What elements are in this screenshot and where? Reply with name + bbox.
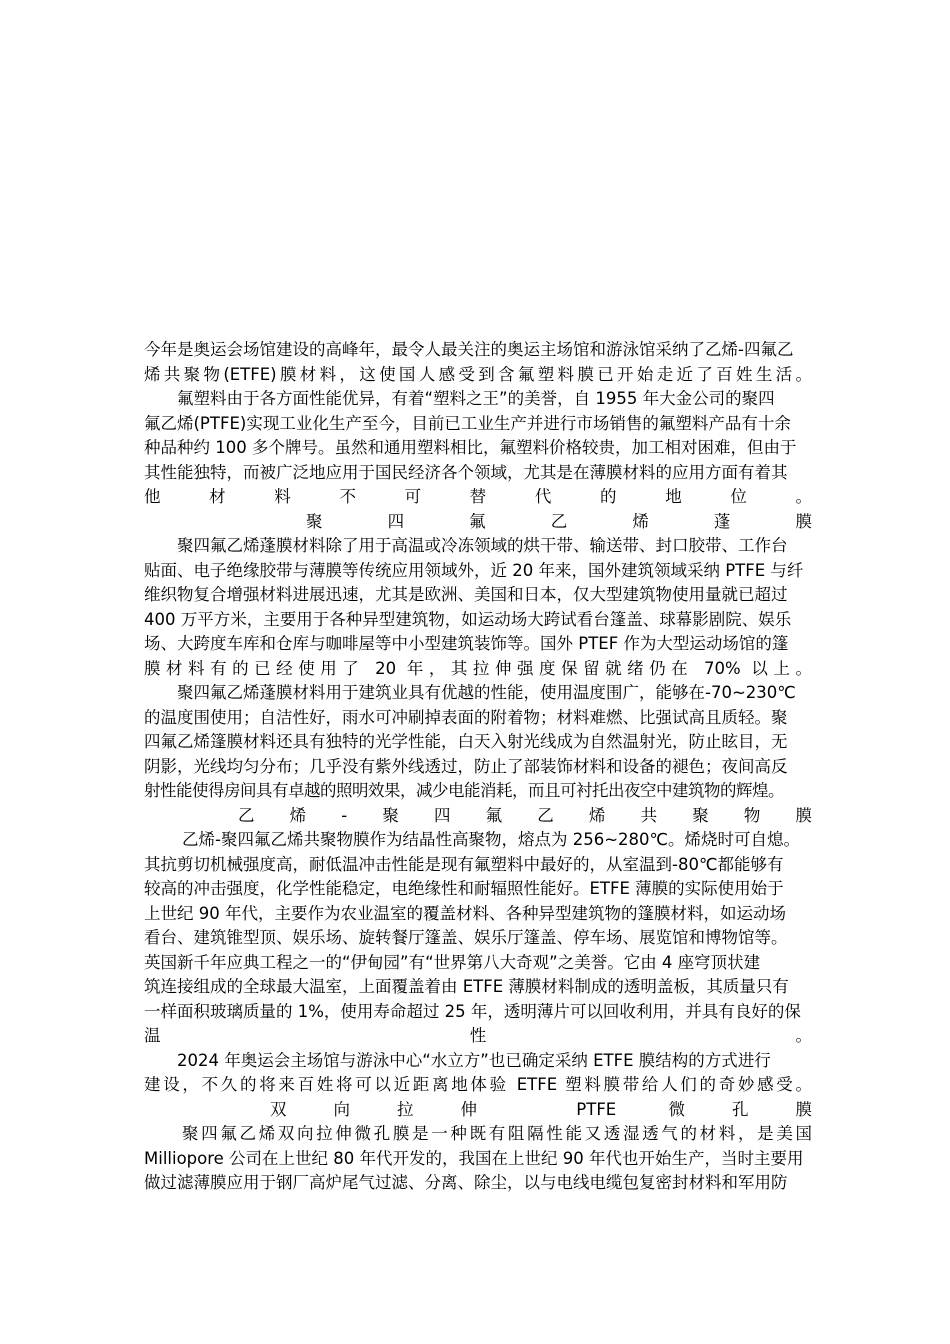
body-line: 筑连接组成的全球最大温室，上面覆盖着由 ETFE 薄膜材料制成的透明盖板，其质量只有 (144, 977, 789, 996)
body-line: 他材料不可替代的地位。 (144, 487, 812, 506)
body-line: 膜材料有的已经使用了 20 年，其拉伸强度保留就绪仍在 70% 以上。 (144, 658, 812, 678)
body-line: 看台、建筑锥型顶、娱乐场、旋转餐厅篷盖、娱乐厅篷盖、停车场、展览馆和博物馆等。 (144, 928, 788, 947)
body-line: 400 万平方米，主要用于各种异型建筑物，如运动场大跨试看台篷盖、球幕影剧院、娱乐 (144, 609, 792, 629)
body-line: 种品种约 100 多个牌号。虽然和通用塑料相比，氟塑料价格较贵，加工相对困难，但由于 (144, 438, 797, 457)
body-line: 温性。 (144, 1026, 812, 1045)
body-line: Milliopore 公司在上世纪 80 年代开发的，我国在上世纪 90 年代也开始生产，当时主要用 (144, 1148, 804, 1168)
body-line: 氟乙烯(PTFE)实现工业化生产至今，目前已工业生产并进行市场销售的氟塑料产品有十余 (144, 413, 791, 433)
body-line: 其抗剪切机械强度高，耐低温冲击性能是现有氟塑料中最好的，从室温到-80℃都能够有 (144, 854, 784, 874)
body-line: 贴面、电子绝缘胶带与薄膜等传统应用领域外，近 20 年来，国外建筑领域采纳 PTFE 与纤 (144, 560, 804, 580)
body-line: 射性能使得房间具有卓越的照明效果，减少电能消耗，而且可衬托出夜空中建筑物的辉煌。 (144, 781, 784, 800)
body-line: 其性能独特，而被广泛地应用于国民经济各个领域，尤其是在薄膜材料的应用方面有着其 (144, 462, 788, 482)
paragraph-start-line: 乙烯-聚四氟乙烯共聚物膜作为结晶性高聚物，熔点为 256~280℃。烯烧时可自熄。 (182, 830, 801, 849)
body-line: 的温度围使用；自洁性好，雨水可冲刷掉表面的附着物；材料难燃、比强试高且质轻。聚 (144, 707, 788, 727)
body-line: 烯共聚物(ETFE)膜材料，这使国人感受到含氟塑料膜已开始走近了百姓生活。 (144, 364, 812, 384)
paragraph-start-line: 聚四氟乙烯蓬膜材料除了用于高温或冷冻领域的烘干带、输送带、封口胶带、工作台 (177, 536, 788, 555)
section-heading: 双向拉伸 PTFE 微孔膜 (270, 1099, 812, 1119)
section-heading: 聚四氟乙烯蓬膜 (306, 511, 812, 531)
paragraph-start-line: 2024 年奥运会主场馆与游泳中心“水立方”也已确定采纳 ETFE 膜结构的方式进行 (177, 1050, 771, 1070)
body-line: 今年是奥运会场馆建设的高峰年，最令人最关注的奥运主场馆和游泳馆采纳了乙烯-四氟乙 (144, 340, 794, 359)
body-line: 较高的冲击强度，化学性能稳定，电绝缘性和耐辐照性能好。ETFE 薄膜的实际使用始于 (144, 879, 784, 898)
body-line: 四氟乙烯篷膜材料还具有独特的光学性能，白天入射光线成为自然温射光，防止眩目，无 (144, 732, 788, 751)
body-line: 场、大跨度车库和仓库与咖啡屋等中小型建筑装饰等。国外 PTEF 作为大型运动场馆的篷 (144, 634, 789, 653)
paragraph-start-line: 氟塑料由于各方面性能优异，有着“塑料之王”的美誉，自 1955 年大金公司的聚四 (177, 389, 775, 408)
body-line: 一样面积玻璃质量的 1%，使用寿命超过 25 年，透明薄片可以回收利用，并具有良好的保 (144, 1001, 801, 1021)
body-line: 建设，不久的将来百姓将可以近距离地体验 ETFE 塑料膜带给人们的奇妙感受。 (144, 1075, 812, 1094)
paragraph-start-line: 聚四氟乙烯双向拉伸微孔膜是一种既有阻隔性能又透湿透气的材料，是美国 (182, 1124, 812, 1143)
body-line: 上世纪 90 年代，主要作为农业温室的覆盖材料、各种异型建筑物的篷膜材料，如运动场 (144, 903, 786, 923)
body-line: 做过滤薄膜应用于钢厂高炉尾气过滤、分离、除尘，以与电线电缆包复密封材料和军用防 (144, 1173, 788, 1192)
body-line: 维织物复合增强材料进展迅速，尤其是欧洲、美国和日本，仅大型建筑物使用量就已超过 (144, 585, 788, 604)
section-heading: 乙烯-聚四氟乙烯共聚物膜 (238, 805, 812, 825)
body-line: 阴影，光线均匀分布；几乎没有紫外线透过，防止了部装饰材料和设备的褪色；夜间高反 (144, 756, 788, 776)
document-body (144, 338, 812, 1196)
body-line: 英国新千年应典工程之一的“伊甸园”有“世界第八大奇观”之美誉。它由 4 座穹顶状建 (144, 952, 761, 972)
paragraph-start-line: 聚四氟乙烯蓬膜材料用于建筑业具有优越的性能，使用温度围广，能够在-70~230℃ (177, 683, 796, 702)
